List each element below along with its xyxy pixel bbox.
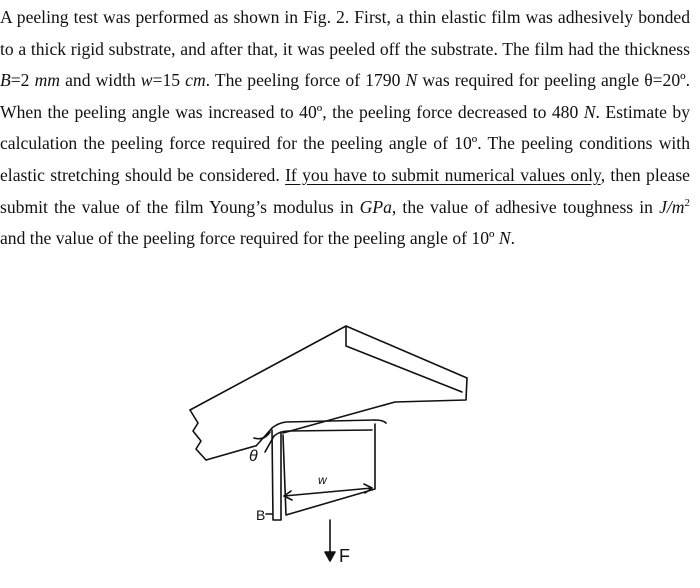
problem-text-segment: . Estimate by calculation the peeling force required for the peeling angle of 10º. The peeling conditions with elastic stretching should be considered. xyxy=(0,101,690,185)
problem-text-segment: was required for peeling angle θ=20º. When the peeling angle was increased to 40º, the peeling force decreased to 480 xyxy=(0,70,690,122)
thickness-label: B xyxy=(256,507,266,523)
rigid-substrate xyxy=(190,326,467,460)
unit-cm: cm xyxy=(185,70,206,91)
problem-text-segment: . xyxy=(510,228,516,249)
problem-text-segment: A peeling test was performed as shown in Fig. 2. First, a thin elastic film was adhesively bonded to a thick rigid substrate, and after that, it was peeled off the substrate. The film had the thickness xyxy=(0,7,690,59)
unit-exponent: 2 xyxy=(684,196,690,209)
force-label: F xyxy=(339,546,350,566)
problem-text-segment: , then please submit the value of the film Young’s modulus in xyxy=(0,164,690,217)
width-dimension xyxy=(284,484,372,500)
problem-text-segment: . The peeling force of 1790 xyxy=(205,70,406,91)
unit-newton: N xyxy=(498,228,511,249)
problem-text-segment: =15 xyxy=(152,70,186,91)
unit-newton: N xyxy=(405,70,418,91)
width-label: w xyxy=(318,473,327,487)
peeled-film xyxy=(256,420,386,520)
unit-newton: N xyxy=(583,101,596,122)
peeling-test-figure xyxy=(0,300,700,588)
problem-text-segment: =2 xyxy=(10,70,35,91)
unit-mm: mm xyxy=(34,70,60,91)
problem-text-segment: and the value of the peeling force required for the peeling angle of 10º xyxy=(0,228,499,249)
problem-statement xyxy=(0,2,690,255)
unit-j-per-m: J/m xyxy=(659,196,685,217)
problem-text-segment: and width xyxy=(60,70,141,91)
underlined-instruction: If you have to submit numerical values only xyxy=(285,164,601,185)
width-symbol: w xyxy=(140,70,153,91)
theta-label: θ xyxy=(249,448,258,465)
problem-text-segment: , the value of adhesive toughness in xyxy=(391,196,660,217)
force-arrow xyxy=(325,520,335,561)
unit-gpa: GPa xyxy=(359,196,392,217)
thickness-symbol: B xyxy=(0,70,11,91)
